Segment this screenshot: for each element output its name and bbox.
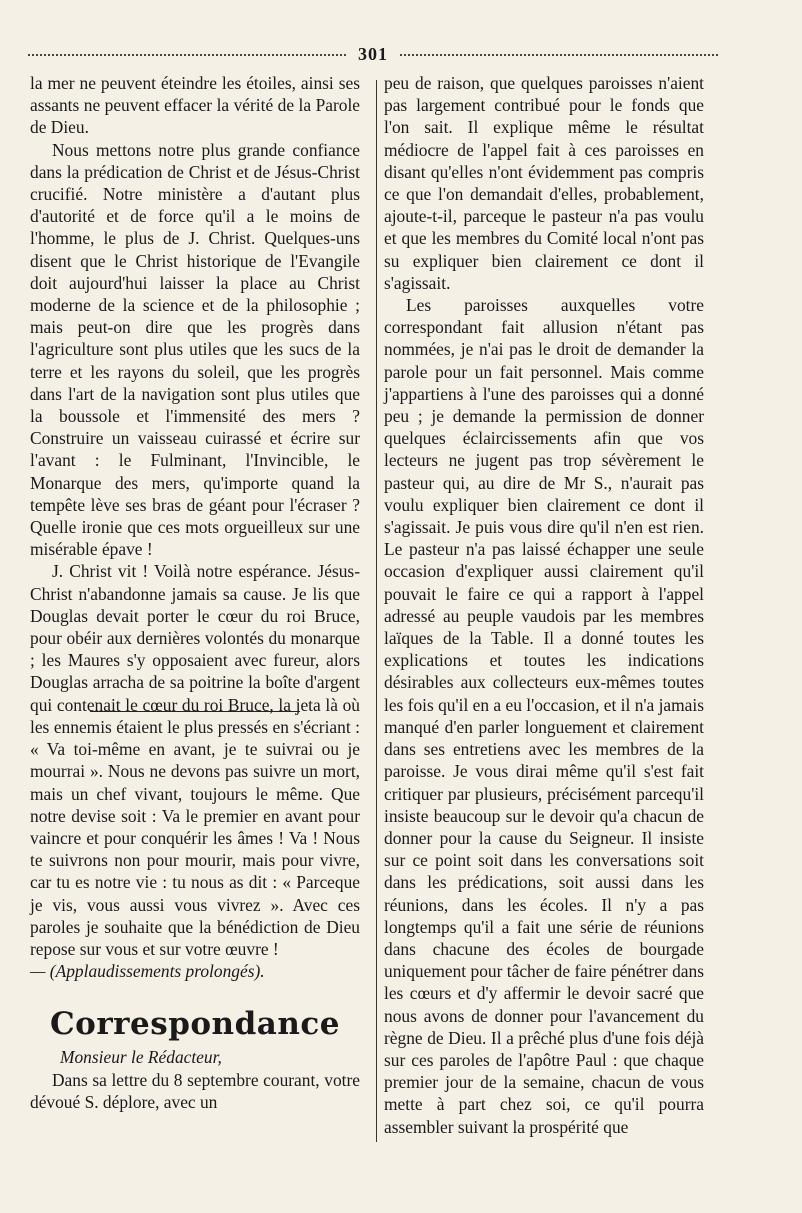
section-title: Correspondance — [50, 1006, 340, 1043]
section-separator — [90, 711, 300, 712]
page-header — [28, 44, 718, 68]
paragraph: Les paroisses auxquelles votre correspondant fait allusion n'étant pas nommées, je n'ai pas le droit de demander la parole pour un fait personnel. Mais comme j'appartiens à l'une des paroisses qui a donné peu ; je demande la permission de donner quelques éclaircissements afin que vos lecteurs ne jugent pas trop sévèrement le pasteur qui, au dire de Mr S., n'aurait pas voulu expliquer bien clairement ce dont il s'agissait. Je puis vous dire qu'il n'en est rien. Le pasteur n'a pas laissé échapper une seule occasion d'expliquer aussi clairement qu'il pouvait le faire ce qui a rapport à l'appel adressé au peuple vaudois par les membres laïques de la Table. Il a donné toutes les explications et toutes les indications désirables aux collecteurs eux-mêmes toutes les fois qu'il en a eu l'occasion, et il n'a jamais manqué d'en parler longuement et clairement dans ses entretiens avec les membres de la paroisse. Je vous dirai même qu'il s'est fait critiquer par plusieurs, précisément parcequ'il insiste beaucoup sur le devoir qu'a chacun de donner pour la cause du Seigneur. Il insiste sur ce point soit dans les conversations soit dans les prédications, soit aussi dans les réunions, dans les écoles. Il n'y a pas longtemps qu'il a fait une série de réunions dans chacune des écoles de bourgade uniquement pour tâcher de faire pénétrer dans les cœurs et d'y affermir le devoir sacré que nous avons de donner pour l'avancement du règne de Dieu. Il a prêché plus d'une fois déjà sur ces paroles de l'apôtre Paul : que chaque premier jour de la semaine, chacun de vous mette à part chez soi, ce qu'il pourra assembler suivant la prospérité que — [384, 295, 704, 1137]
paragraph: la mer ne peuvent éteindre les étoiles, ainsi ses assants ne peuvent effacer la vérité de la Parole de Dieu. — [30, 73, 360, 138]
paragraph: J. Christ vit ! Voilà notre espérance. Jésus-Christ n'abandonne jamais sa cause. Je lis que Douglas devait porter le cœur du roi Bruce, pour obéir aux dernières volontés du monarque ; les Maures s'y opposaient avec fureur, alors Douglas arracha de sa poitrine la boîte d'argent qui contenait le cœur du roi Bruce, la jeta là où les ennemis étaient le plus pressés en s'écriant : « Va toi-même en avant, je te suivrai ou je mourrai ». Nous ne devons pas suivre un mort, mais un chef vivant, toujours le même. Que notre devise soit : Va le premier en avant pour vaincre et pour conquérir les âmes ! Va ! Nous te suivrons non pour mourir, mais pour vivre, car tu es notre vie : tu nous as dit : « Parceque je vis, vous aussi vous vivrez ». Avec ces paroles je souhaite que la bénédiction de Dieu repose sur vous et sur votre œuvre ! — [30, 561, 360, 959]
header-rule-left — [28, 54, 346, 56]
right-column — [384, 72, 704, 1138]
applause-note: — (Applaudissements prolongés). — [30, 961, 265, 982]
salutation: Monsieur le Rédacteur, — [60, 1047, 222, 1068]
header-rule-right — [400, 54, 718, 56]
letter-opening: Dans sa lettre du 8 septembre courant, votre dévoué S. déplore, avec un — [30, 1069, 360, 1112]
left-column — [30, 72, 360, 1113]
paragraph: peu de raison, que quelques paroisses n'aient pas largement contribué pour le fonds que l'on sait. Il explique même le résultat médiocre de l'appel fait à ces paroisses en disant qu'elles n'ont évidemment pas compris ce que l'on demandait d'elles, probablement, ajoute-t-il, parceque le pasteur n'a pas voulu et que les membres du Comité local n'ont pas su expliquer bien clairement ce dont il s'agissait. — [384, 73, 704, 293]
paragraph: Nous mettons notre plus grande confiance dans la prédication de Christ et de Jésus-Christ crucifié. Notre ministère a d'autant plus d'autorité et de force qu'il a le moins de l'homme, le plus de J. Christ. Quelques-uns disent que le Christ historique de l'Evangile doit aujourd'hui laisser la place au Christ moderne de la science et de la philosophie ; mais peut-on dire que les progrès dans l'agriculture sont plus utiles que les sucs de la terre et les rayons du soleil, que les progrès dans l'art de la navigation sont plus utiles que la boussole et l'immensité des mers ? Construire un vaisseau cuirassé et écrire sur l'avant : le Fulminant, l'Invincible, le Monarque des mers, qu'importe quand la tempête lève ses bras de géant pour l'écraser ? Quelle ironie que ces mots orgueilleux sur une misérable épave ! — [30, 139, 360, 560]
column-divider — [376, 80, 377, 1142]
page-number: 301 — [358, 44, 388, 64]
